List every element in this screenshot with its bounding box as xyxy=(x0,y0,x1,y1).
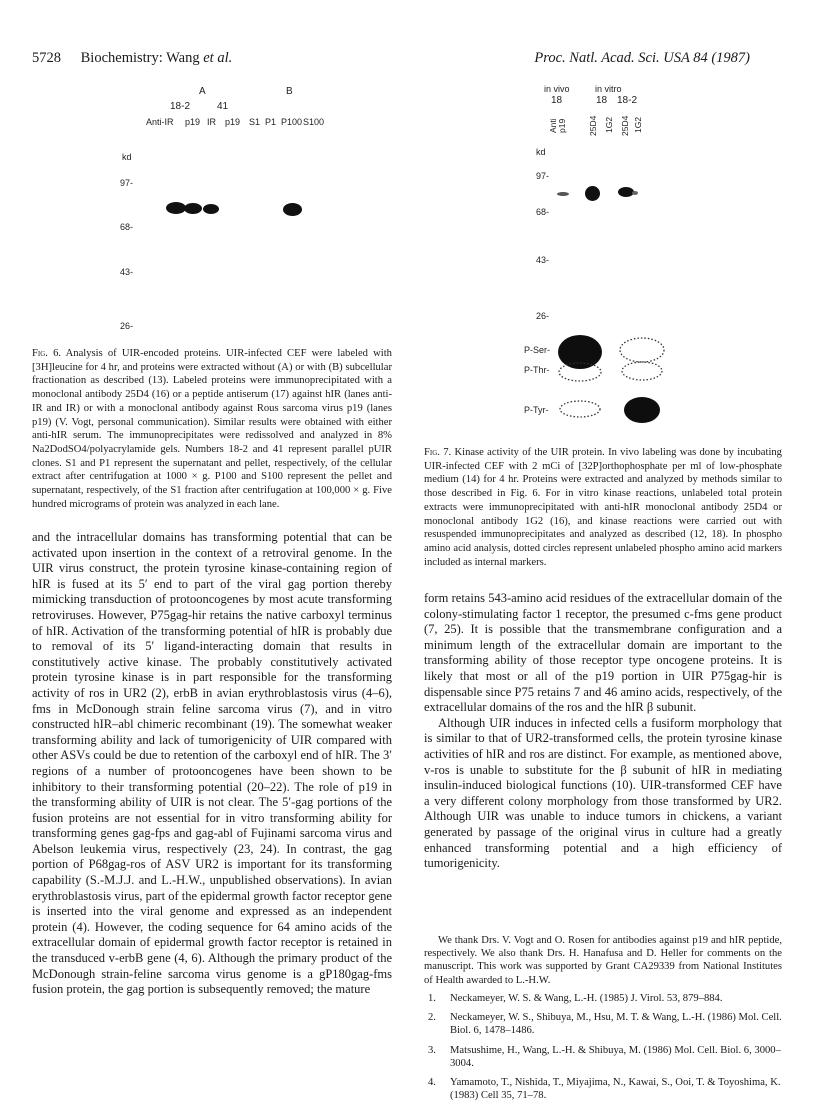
figure-6 xyxy=(0,0,400,340)
reference-item xyxy=(428,1076,782,1102)
lane-25d4: 25D4 xyxy=(620,115,630,136)
reference-number: 3. xyxy=(428,1044,436,1056)
references xyxy=(428,992,782,1108)
p-thr-label: P-Thr- xyxy=(524,365,550,375)
lane-label: Anti-IR xyxy=(146,117,174,127)
kd-label: kd xyxy=(536,147,546,157)
lane-label: p19 xyxy=(225,117,241,127)
lane-1g2: 1G2 xyxy=(633,116,643,133)
paragraph: form retains 543-amino acid residues of the extracellular domain of the colony-stimulating factor 1 receptor, the presumed c-fms gene product (7, 25). It is possible that the transmembrane configuration and a minimum length of the extracellular domain are important to the transforming ability of those receptor type oncogene proteins. It is likely that most or all of the p19 portion in UIR P75gag-hir is dispensable since P75 retains 7 and 46 amino acids, respectively, of the extracellular domains of the ros and the hIR β subunit. xyxy=(424,591,782,715)
panel-b-label: B xyxy=(286,86,293,97)
gel-band xyxy=(283,203,302,216)
paragraph: and the intracellular domains has transforming potential that can be activated upon insertion in the context of a retroviral genome. In the UIR virus construct, the protein tyrosine kinase-containing region of hIR is fused at its 5′ end to part of the viral gag portion thereby mimicking transduction of protooncogenes by most acute transforming retroviruses. However, P75gag-hir retains the native carboxyl terminus of hIR. Activation of the transforming potential of hIR is probably due to removal of its 5′ ligand-interacting domain that results in constitutively active kinase. The probably constitutively activated protein tyrosine kinase is in part responsible for the transforming activity of ros in UR2 (2), erbB in avian erythroblastosis virus (4–6), fms in McDonough strain feline sarcoma virus (7), and in vitro constructed hIR–abl chimeric recombinant (19). The somewhat weaker transforming ability and lack of tumorigenicity of UIR compared with other ASVs could be due to retention of the carboxyl end of hIR. The 3′ regions of a number of protooncogenes have been shown to be inhibitory to their transforming potential (20–22). The role of p19 in the transforming ability of UIR is not clear. The 5′-gag portions of the fusion proteins are not essential for in vitro transforming ability for transforming genes gag-fps and gag-abl of Fujinami sarcoma virus and Abelson leukemia virus, respectively (23, 24). In contrast, the gag portion of P68gag-ros of ASV UR2 is important for its transforming capability (S.-M.J.J. and L.-H.W., unpublished observations). In avian erythroblastosis virus, part of the epidermal growth factor receptor gene is inserted into the viral genome and expressed as an independent protein (4). However, the coding sequence for 64 amino acids of the extracellular domain of epidermal growth factor receptor is retained in the transduced v-erbB gene (4, 6). Although the primary product of the McDonough strain-feline sarcoma virus genome is a gP180gag-fms fusion protein, the gag portion is subsequently removed; the mature xyxy=(32,530,392,997)
running-header-right: Proc. Natl. Acad. Sci. USA 84 (1987) xyxy=(534,50,750,66)
p-tyr-label: P-Tyr- xyxy=(524,405,549,415)
lane-label: P1 xyxy=(265,117,277,127)
marker-circle-p-tyr xyxy=(560,401,600,417)
label-18-2: 18-2 xyxy=(617,95,638,106)
in-vivo-label: in vivo xyxy=(544,84,570,94)
label-18: 18 xyxy=(596,95,608,106)
caption-text: Kinase activity of the UIR protein. In vivo labeling was done by incubating UIR-infected CEF with 2 mCi of [32P]orthophosphate per ml of low-phosphate medium (14) for 4 hr. Proteins were extracted and analyzed by methods similar to those described in Fig. 6. For in vitro kinase reactions, unlabeled total protein extracts were immunoprecipitated with anti-hIR monoclonal antibody 25D4 or monoclonal antibody 1G2 (16), and kinase reactions were carried out with resuspended immunoprecipitates and analyzed as described (12, 18). In phospho amino acid analysis, dotted circles represent unlabeled phospho amino acid markers included as internal markers. xyxy=(424,447,782,568)
acknowledgment: We thank Drs. V. Vogt and O. Rosen for antibodies against p19 and hIR peptide, respectively. We also thank Drs. H. Hanafusa and D. Heller for comments on the manuscript. This work was supported by Grant CA29339 from National Institutes of Health awarded to L.-H.W. xyxy=(424,935,782,986)
marker-97: 97- xyxy=(536,171,550,181)
clone-18-2-label: 18-2 xyxy=(170,101,191,112)
right-column xyxy=(424,591,782,872)
gel-band xyxy=(166,202,186,214)
lane-anti: Anti xyxy=(548,118,558,133)
left-column xyxy=(32,530,392,998)
paragraph: Although UIR induces in infected cells a fusiform morphology that is similar to that of UR2-transformed cells, the protein tyrosine kinase activities of hIR and ros are distinct. For example, as mentioned above, v-ros is unable to substitute for the β subunit of hIR in mediating insulin-induced biological functions (10). UIR-transformed CEF have a very different colony morphology from those transformed by UR2. Although UIR was unable to induce tumors in chickens, a variant generated by passage of the original virus in culture had a greatly enhanced transforming potential and a high efficiency of tumorigenicity. xyxy=(424,715,782,871)
lane-1g2: 1G2 xyxy=(604,116,614,133)
reference-number: 4. xyxy=(428,1077,436,1089)
figure-7-caption xyxy=(424,446,782,569)
panel-a-label: A xyxy=(199,86,206,97)
lane-label: IR xyxy=(207,117,216,127)
marker-circle-p-thr xyxy=(622,362,662,380)
marker-68: 68- xyxy=(120,222,134,232)
reference-text: Matsushime, H., Wang, L.-H. & Shibuya, M. (1986) Mol. Cell. Biol. 6, 3000–3004. xyxy=(450,1044,781,1069)
reference-text: Neckameyer, W. S. & Wang, L.-H. (1985) J. Virol. 53, 879–884. xyxy=(450,993,723,1004)
labeled-spot-p-ser xyxy=(558,335,602,369)
lane-label: S100 xyxy=(303,117,325,127)
p-ser-label: P-Ser- xyxy=(524,345,551,355)
reference-text: Yamamoto, T., Nishida, T., Miyajima, N., Kawai, S., Ooi, T. & Toyoshima, K. (1983) Cell 35, 71–78. xyxy=(450,1077,781,1102)
reference-item xyxy=(428,1011,782,1037)
marker-26: 26- xyxy=(120,321,134,331)
caption-text: Analysis of UIR-encoded proteins. UIR-infected CEF were labeled with [3H]leucine for 4 hr, and proteins were extracted without (A) or with (B) subcellular fractionation as described (13). Labeled proteins were immunoprecipitated with a monoclonal antibody 25D4 (16) or a peptide antiserum (17) against hIR (lanes anti-IR and IR) or with a monoclonal antibody against Rous sarcoma virus p19 (lanes p19) (V. Vogt, personal communication). Similar results were obtained with either anti-hIR serum. The immunoprecipitates were redissolved and analyzed in 8% Na2DodSO4/polyacrylamide gels. Numbers 18-2 and 41 represent parallel pUIR clones. S1 and P1 represent the supernatant and pellet, respectively, of the cellular extract after centrifugation at 1000 × g. P100 and S100 represent the pellet and supernatant, respectively, of the S1 fraction after centrifugation at 100,000 × g. Five hundred micrograms of protein was analyzed in each lane. xyxy=(32,348,392,510)
marker-97: 97- xyxy=(120,178,134,188)
gel-band xyxy=(203,204,219,214)
gel-band xyxy=(184,203,202,214)
marker-circle-p-ser xyxy=(620,338,664,362)
caption-lead: Fig. 7. xyxy=(424,447,452,458)
marker-68: 68- xyxy=(536,207,550,217)
marker-26: 26- xyxy=(536,311,550,321)
figure-6-caption xyxy=(32,347,392,511)
marker-43: 43- xyxy=(120,267,134,277)
et-al: et al. xyxy=(203,50,233,66)
lane-25d4: 25D4 xyxy=(588,115,598,136)
journal-section: Biochemistry: Wang xyxy=(80,50,200,66)
figure-7 xyxy=(420,0,800,440)
label-18: 18 xyxy=(551,95,563,106)
lane-label: S1 xyxy=(249,117,261,127)
clone-41-label: 41 xyxy=(217,101,229,112)
reference-item xyxy=(428,1044,782,1070)
lane-label: p19 xyxy=(185,117,201,127)
reference-number: 2. xyxy=(428,1012,436,1024)
caption-lead: Fig. 6. xyxy=(32,348,62,359)
phospho-amino-acid-plate xyxy=(420,0,800,440)
in-vitro-label: in vitro xyxy=(595,84,622,94)
lane-p19: p19 xyxy=(557,118,567,133)
reference-number: 1. xyxy=(428,993,436,1004)
reference-item xyxy=(428,992,782,1005)
page-number: 5728 xyxy=(32,50,61,66)
reference-text: Neckameyer, W. S., Shibuya, M., Hsu, M. T. & Wang, L.-H. (1986) Mol. Cell. Biol. 6, 1478–1486. xyxy=(450,1012,782,1037)
lane-label: P100 xyxy=(281,117,303,127)
labeled-spot-p-tyr xyxy=(624,397,660,423)
marker-43: 43- xyxy=(536,255,550,265)
kd-label: kd xyxy=(122,152,132,162)
